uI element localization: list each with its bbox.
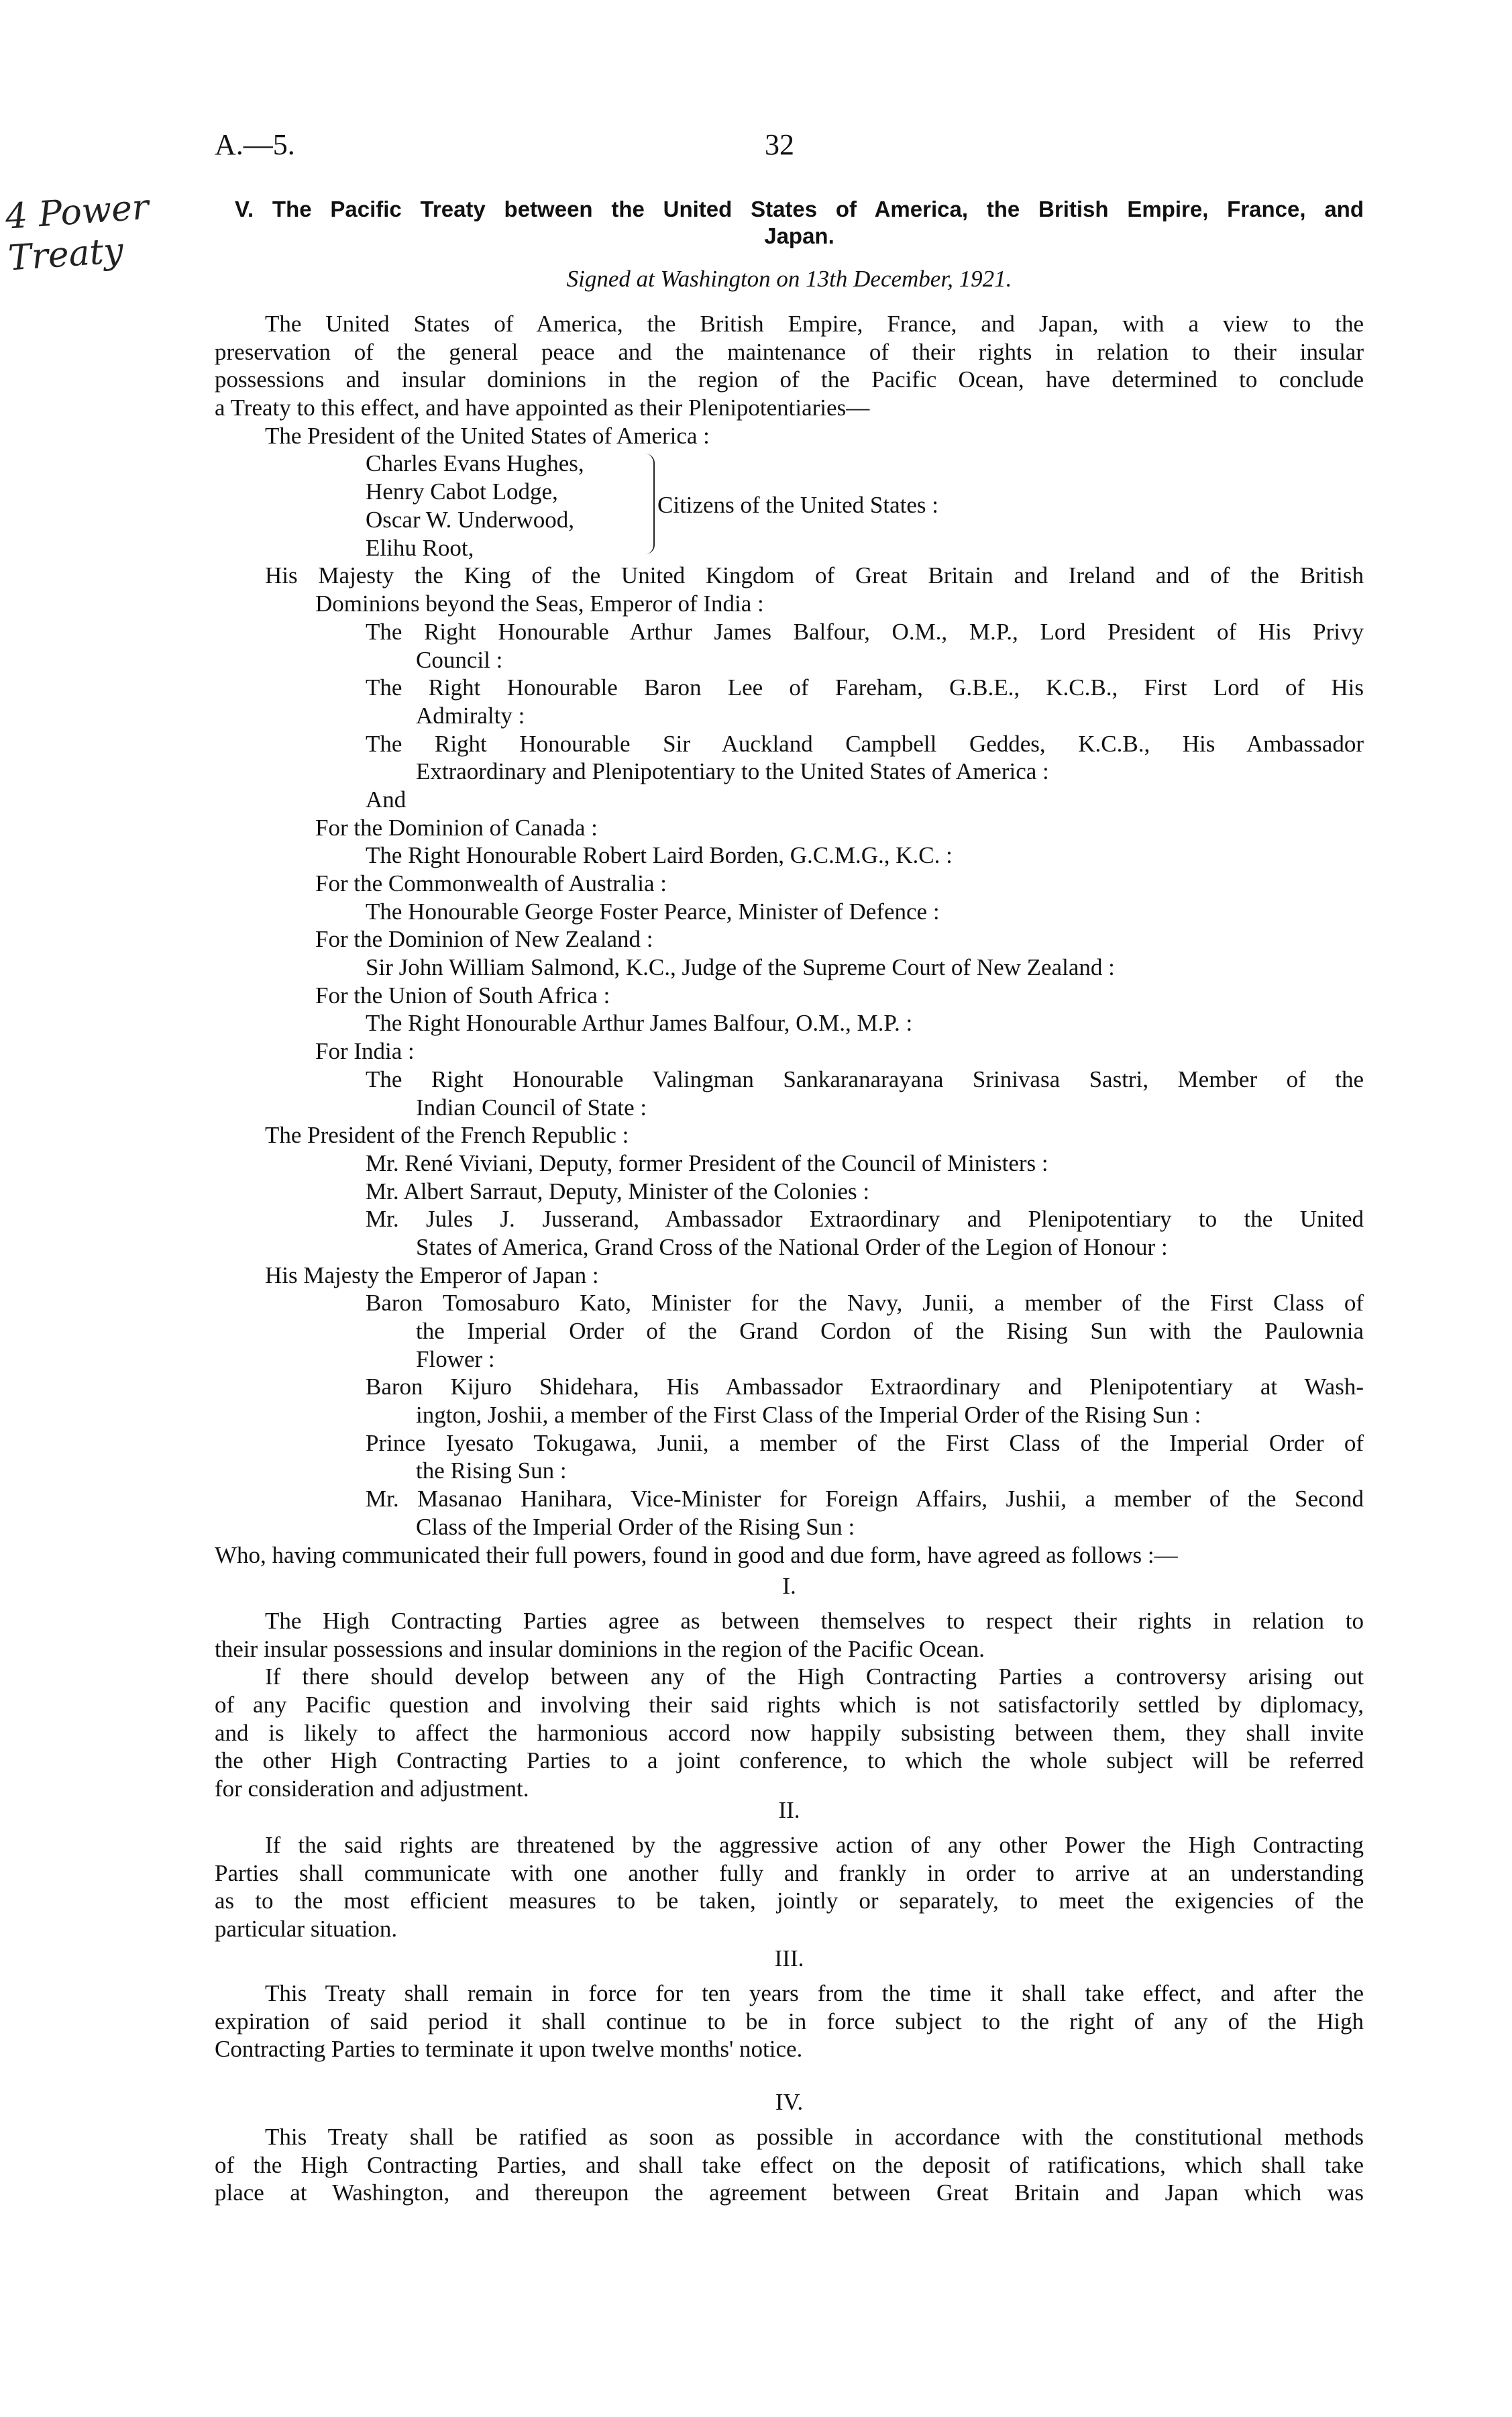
- brace: [644, 454, 655, 554]
- plenipotentiary-entry: [215, 1009, 1364, 1037]
- text-line: Mr. Jules J. Jusserand, Ambassador Extraordinary and Plenipotentiary to the United: [366, 1206, 1364, 1233]
- text-line: Parties shall communicate with one another fully and frankly in order to arrive at an understanding: [215, 1859, 1364, 1886]
- text-line: Flower :: [416, 1345, 495, 1372]
- text-line: Mr. René Viviani, Deputy, former President of the Council of Ministers :: [366, 1149, 1048, 1176]
- text-line: For the Dominion of New Zealand :: [315, 926, 653, 953]
- plenipotentiary-entry: [215, 1205, 1364, 1261]
- text-line: Indian Council of State :: [416, 1094, 647, 1121]
- text-line: particular situation.: [215, 1916, 398, 1943]
- text-line: For the Dominion of Canada :: [315, 814, 598, 841]
- text-line: This Treaty shall remain in force for ten years from the time it shall take effect, and after the: [265, 1980, 1364, 2006]
- article-ii: [215, 1796, 1364, 1943]
- text-line: The Right Honourable Baron Lee of Fareham, G.B.E., K.C.B., First Lord of His: [366, 674, 1364, 701]
- plenipotentiary-entry: [215, 814, 1364, 842]
- plenipotentiary-entry: [215, 786, 1364, 814]
- plenipotentiary-entry: [215, 1485, 1364, 1541]
- text-line: For India :: [315, 1038, 415, 1065]
- article-iv: [215, 2088, 1364, 2207]
- text-line: Dominions beyond the Seas, Emperor of India :: [315, 590, 764, 617]
- preamble: [215, 310, 1364, 1569]
- document-reference: A.—5.: [215, 128, 295, 161]
- paragraph: [215, 310, 1364, 422]
- text-line: as to the most efficient measures to be taken, jointly or separately, to meet the exigencies of the: [215, 1888, 1364, 1914]
- text-line: their insular possessions and insular dominions in the region of the Pacific Ocean.: [215, 1635, 985, 1662]
- text-line: For the Union of South Africa :: [315, 982, 610, 1009]
- plenipotentiary-entry: [215, 954, 1364, 982]
- text-line: Sir John William Salmond, K.C., Judge of the Supreme Court of New Zealand :: [366, 954, 1115, 981]
- text-line: Who, having communicated their full powers, found in good and due form, have agreed as follows :—: [215, 1541, 1178, 1568]
- citizens-label: Citizens of the United States :: [657, 492, 938, 519]
- paragraph: [215, 1979, 1364, 2063]
- text-line: of the High Contracting Parties, and shall take effect on the deposit of ratifications, which shall take: [215, 2151, 1364, 2178]
- plenipotentiary-entry: [215, 562, 1364, 617]
- paragraph: [215, 2123, 1364, 2207]
- paragraph: [215, 1831, 1364, 1943]
- text-line: The President of the United States of America :: [265, 422, 710, 449]
- text-line: The Right Honourable Robert Laird Borden, G.C.M.G., K.C. :: [366, 842, 953, 869]
- text-line: for consideration and adjustment.: [215, 1776, 529, 1802]
- title-line: Japan.: [764, 223, 834, 248]
- text-line: If there should develop between any of the High Contracting Parties a controversy arising out: [265, 1663, 1364, 1690]
- article-heading: I.: [782, 1573, 796, 1599]
- text-line: The High Contracting Parties agree as between themselves to respect their rights in relation to: [265, 1608, 1364, 1634]
- text-line: The President of the French Republic :: [265, 1122, 629, 1149]
- citizen-name: Oscar W. Underwood,: [366, 506, 575, 533]
- plenipotentiary-entry: [215, 1289, 1364, 1373]
- plenipotentiary-entry: [215, 1066, 1364, 1121]
- text-line: Mr. Albert Sarraut, Deputy, Minister of the Colonies :: [366, 1178, 870, 1204]
- handwritten-margin-note: 4 Power Treaty: [4, 187, 150, 279]
- text-line: The Right Honourable Arthur James Balfour, O.M., M.P. :: [366, 1010, 913, 1037]
- text-line: Baron Tomosaburo Kato, Minister for the Navy, Junii, a member of the First Class of: [366, 1290, 1364, 1317]
- text-line: expiration of said period it shall continue to be in force subject to the right of any of the High: [215, 2008, 1364, 2035]
- text-line: If the said rights are threatened by the aggressive action of any other Power the High Contracting: [265, 1832, 1364, 1858]
- plenipotentiary-entry: [215, 1429, 1364, 1485]
- text-line: Extraordinary and Plenipotentiary to the United States of America :: [416, 758, 1049, 785]
- text-line: the Rising Sun :: [416, 1457, 567, 1484]
- text-line: The Right Honourable Arthur James Balfour, O.M., M.P., Lord President of His Privy: [366, 618, 1364, 645]
- paragraph: [215, 1663, 1364, 1802]
- citizen-name: Elihu Root,: [366, 534, 474, 561]
- text-line: the Imperial Order of the Grand Cordon of the Rising Sun with the Paulownia: [416, 1318, 1364, 1344]
- citizen-name: Henry Cabot Lodge,: [366, 478, 558, 505]
- plenipotentiary-entry: [215, 730, 1364, 786]
- treaty-title: [235, 196, 1364, 250]
- plenipotentiary-entry: [215, 1262, 1364, 1290]
- article-i: [215, 1572, 1364, 1803]
- plenipotentiary-entry: [215, 1178, 1364, 1206]
- plenipotentiary-entry: [215, 841, 1364, 870]
- plenipotentiary-entry: [215, 618, 1364, 674]
- article-heading: IV.: [775, 2089, 804, 2115]
- plenipotentiary-entry: [215, 898, 1364, 926]
- text-line: the other High Contracting Parties to a joint conference, to which the whole subject will be referred: [215, 1747, 1364, 1774]
- article-heading: II.: [778, 1797, 800, 1823]
- text-line: Class of the Imperial Order of the Rising Sun :: [416, 1513, 855, 1540]
- plenipotentiary-entry: [215, 1541, 1364, 1570]
- text-line: preservation of the general peace and the maintenance of their rights in relation to their insular: [215, 338, 1364, 365]
- text-line: Baron Kijuro Shidehara, His Ambassador Extraordinary and Plenipotentiary at Wash-: [366, 1374, 1364, 1400]
- text-line: His Majesty the King of the United Kingdom of Great Britain and Ireland and of the British: [265, 562, 1364, 589]
- plenipotentiary-entry: [215, 982, 1364, 1010]
- text-line: place at Washington, and thereupon the agreement between Great Britain and Japan which was: [215, 2179, 1364, 2206]
- text-line: ington, Joshii, a member of the First Class of the Imperial Order of the Rising Sun :: [416, 1402, 1201, 1429]
- text-line: The United States of America, the British Empire, France, and Japan, with a view to the: [265, 311, 1364, 337]
- text-line: of any Pacific question and involving their said rights which is not satisfactorily settled by diplomacy,: [215, 1692, 1364, 1718]
- plenipotentiary-entry: [215, 674, 1364, 729]
- text-line: possessions and insular dominions in the region of the Pacific Ocean, have determined to conclude: [215, 366, 1364, 393]
- title-line: V. The Pacific Treaty between the United States of America, the British Empire, France, and: [235, 197, 1364, 221]
- text-line: Admiralty :: [416, 702, 525, 729]
- plenipotentiary-entry: [215, 422, 1364, 450]
- text-line: The Right Honourable Sir Auckland Campbell Geddes, K.C.B., His Ambassador: [366, 730, 1364, 757]
- text-line: For the Commonwealth of Australia :: [315, 870, 667, 896]
- plenipotentiary-entry: [215, 925, 1364, 954]
- text-line: The Honourable George Foster Pearce, Minister of Defence :: [366, 898, 940, 925]
- plenipotentiary-entry: [215, 870, 1364, 898]
- text-line: Contracting Parties to terminate it upon twelve months' notice.: [215, 2036, 803, 2063]
- text-line: a Treaty to this effect, and have appointed as their Plenipotentiaries—: [215, 395, 870, 421]
- text-line: Council :: [416, 646, 503, 673]
- plenipotentiary-entry: [215, 1121, 1364, 1149]
- text-line: His Majesty the Emperor of Japan :: [265, 1262, 599, 1288]
- citizen-name: Charles Evans Hughes,: [366, 450, 584, 477]
- text-line: And: [366, 786, 407, 813]
- text-line: and is likely to affect the harmonious accord now happily subsisting between them, they shall invite: [215, 1719, 1364, 1746]
- page-number: 32: [765, 128, 794, 161]
- text-line: This Treaty shall be ratified as soon as possible in accordance with the constitutional methods: [265, 2124, 1364, 2150]
- text-line: Prince Iyesato Tokugawa, Junii, a member of the First Class of the Imperial Order of: [366, 1429, 1364, 1456]
- plenipotentiary-entry: [215, 1149, 1364, 1178]
- text-line: The Right Honourable Valingman Sankaranarayana Srinivasa Sastri, Member of the: [366, 1066, 1364, 1092]
- article-iii: [215, 1945, 1364, 2063]
- paragraph: [215, 1607, 1364, 1663]
- text-line: Mr. Masanao Hanihara, Vice-Minister for Foreign Affairs, Jushii, a member of the Second: [366, 1486, 1364, 1512]
- signing-note: Signed at Washington on 13th December, 1921.: [566, 266, 1012, 292]
- text-line: States of America, Grand Cross of the National Order of the Legion of Honour :: [416, 1233, 1168, 1260]
- citizen-names: [366, 450, 584, 562]
- plenipotentiary-entry: [215, 1373, 1364, 1429]
- article-heading: III.: [774, 1945, 804, 1971]
- plenipotentiary-entry: [215, 1037, 1364, 1066]
- us-plenipotentiaries: [215, 450, 1364, 562]
